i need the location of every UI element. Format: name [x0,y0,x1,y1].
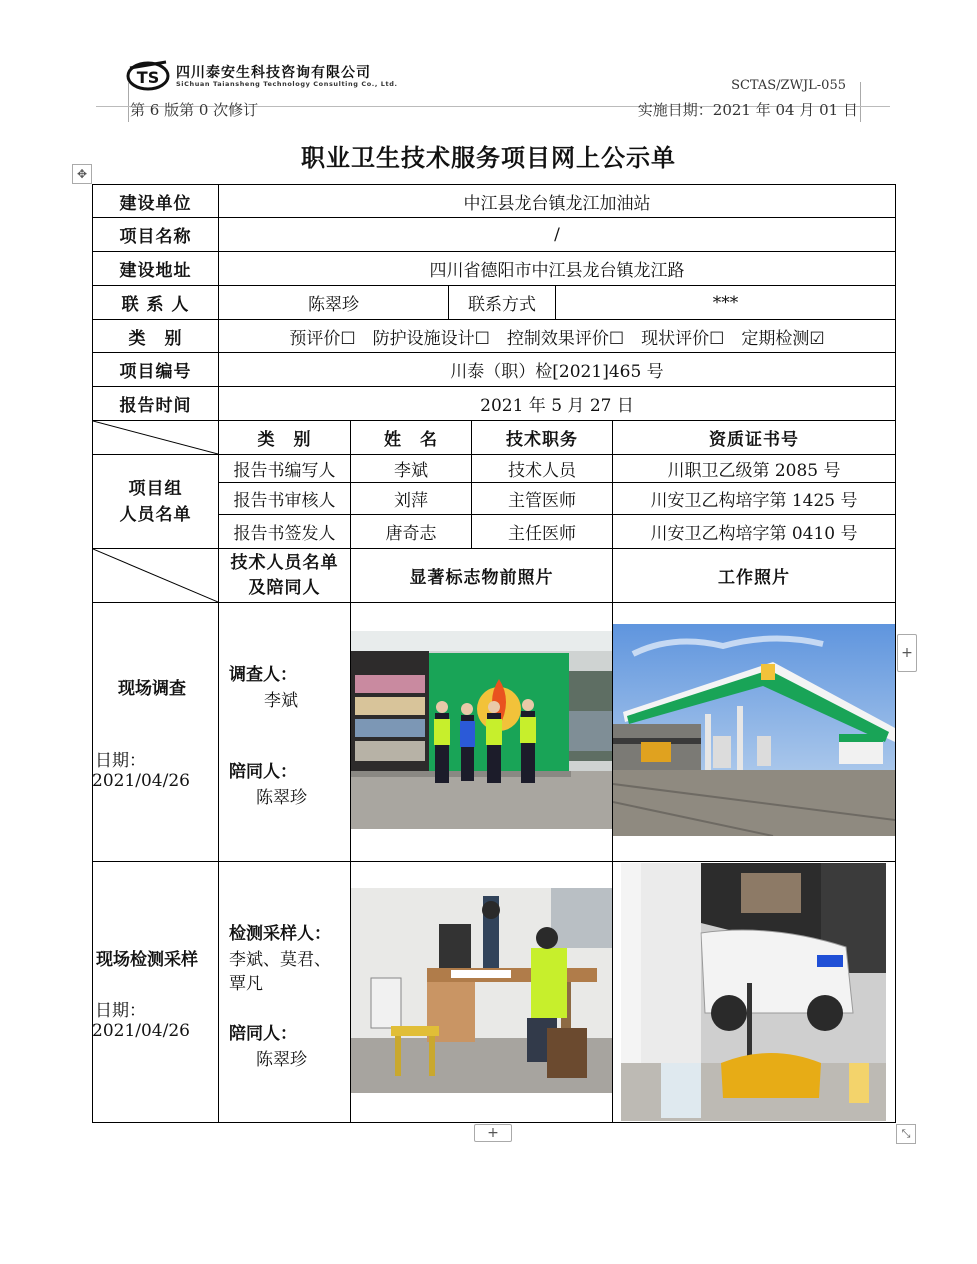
category-label: 类 别 [128,328,183,349]
team-header-cert: 资质证书号 [709,430,799,450]
version-label: 第 6 版第 0 次修订 [130,101,259,119]
photo-col1-header [219,549,350,602]
sampler-label: 检测采样人： [229,924,331,944]
table-move-handle-icon[interactable]: ✥ [72,164,92,184]
table-resize-handle-icon[interactable]: ⤡ [896,1124,916,1144]
member-title: 主任医师 [508,524,576,544]
category-options: 预评价☐ 防护设施设计☐ 控制效果评价☐ 现状评价☐ 定期检测☑ [289,328,825,349]
landmark-photo [351,631,612,829]
address-value: 四川省德阳市中江县龙台镇龙江路 [429,261,685,281]
member-name: 李斌 [394,461,428,481]
project-name-label: 项目名称 [119,227,192,247]
add-column-button[interactable]: + [897,634,917,672]
team-group-label-line1: 项目组 [128,478,183,499]
svg-text:TS: TS [136,68,160,87]
member-title: 技术人员 [508,461,576,481]
unit-label: 建设单位 [119,193,192,214]
sampling-date-label: 日期： [95,1001,146,1021]
member-cert: 川职卫乙级第 2085 号 [667,461,841,481]
sampling-companion-name: 陈翠珍 [256,1050,307,1070]
team-header-name: 姓 名 [384,430,438,450]
company-name-en: SiChuan Taiansheng Technology Consulting Co., Ltd. [176,80,398,88]
header-left-mark [128,82,129,122]
header-right-mark [860,82,861,122]
photo-col1-line1: 技术人员名单 [230,552,339,573]
contact-label: 联 系 人 [121,295,190,315]
team-group-label-line2: 人员名单 [119,504,192,525]
project-no-value: 川泰（职）检[2021]465 号 [450,362,664,382]
report-time-label: 报告时间 [119,396,192,416]
survey-date: 2021/04/26 [92,771,190,791]
member-cert: 川安卫乙构培字第 0410 号 [650,524,858,544]
sampler-names-line2: 覃凡 [229,974,263,994]
company-name-cn: 四川泰安生科技咨询有限公司 [176,65,371,81]
photo-col3-header: 工作照片 [718,568,790,588]
project-name-value: / [554,224,560,245]
diagonal-header-cell [93,549,218,602]
company-logo [126,58,170,92]
work-photo-sampling [621,863,886,1121]
sampler-names-line1: 李斌、莫君、 [229,950,331,970]
member-name: 刘萍 [394,491,428,511]
implementation-date: 实施日期：2021 年 04 月 01 日 [637,101,858,119]
sampling-companion-label: 陪同人： [229,1024,297,1044]
add-row-button[interactable]: + [474,1124,512,1142]
contact-value: 陈翠珍 [308,295,359,315]
member-title: 主管医师 [508,491,576,511]
survey-companion-name: 陈翠珍 [256,788,307,808]
member-role: 报告书签发人 [233,524,336,544]
sampling-label: 现场检测采样 [96,950,198,970]
investigator-name: 李斌 [264,691,298,711]
address-label: 建设地址 [119,261,192,281]
survey-companion-label: 陪同人： [229,762,297,782]
diagonal-header-cell [93,421,218,454]
investigator-label: 调查人： [229,665,297,685]
unit-value: 中江县龙台镇龙江加油站 [463,193,651,214]
survey-label: 现场调查 [118,679,186,699]
member-cert: 川安卫乙构培字第 1425 号 [650,491,858,511]
document-code: SCTAS/ZWJL-055 [731,78,846,93]
survey-date-label: 日期： [95,751,146,771]
member-role: 报告书编写人 [233,461,336,481]
contact-method-label: 联系方式 [468,295,536,315]
photo-col2-header: 显著标志物前照片 [409,568,554,588]
work-photo-office [351,888,612,1093]
team-header-title: 技术职务 [506,430,578,450]
photo-col1-line2: 及陪同人 [248,577,321,598]
sampling-date: 2021/04/26 [92,1021,190,1041]
contact-method-value: *** [712,292,739,313]
member-name: 唐奇志 [385,524,437,544]
report-time-value: 2021 年 5 月 27 日 [480,396,634,416]
member-role: 报告书审核人 [233,491,336,511]
team-header-role: 类 别 [257,430,312,450]
team-group-label [93,455,218,548]
project-no-label: 项目编号 [119,362,192,382]
work-photo-station [613,624,895,836]
page-title: 职业卫生技术服务项目网上公示单 [301,143,676,172]
